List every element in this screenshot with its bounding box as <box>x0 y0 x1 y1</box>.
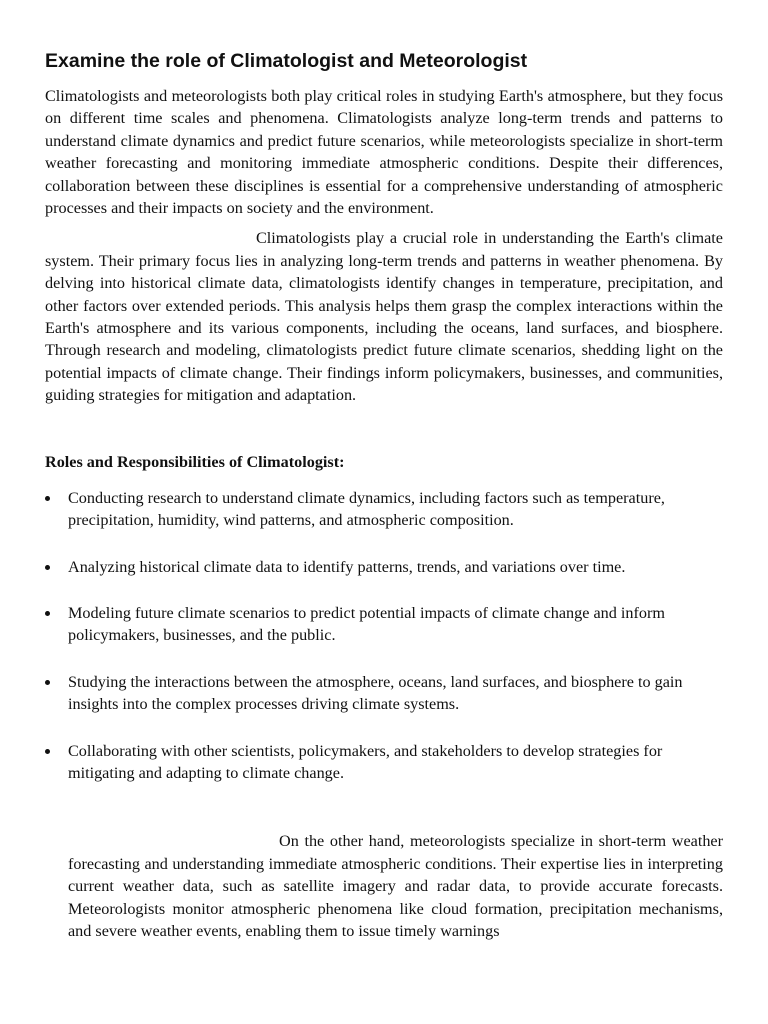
document-page <box>45 48 723 942</box>
bullet-icon <box>45 749 50 754</box>
list-item <box>45 671 723 716</box>
bullet-icon <box>45 565 50 570</box>
list-item-text: Analyzing historical climate data to identify patterns, trends, and variations over time. <box>68 557 626 576</box>
bullet-icon <box>45 680 50 685</box>
intro-paragraph: Climatologists and meteorologists both play critical roles in studying Earth's atmosphere, but they focus on different time scales and phenomena. Climatologists analyze long-term trends and patterns to understand climate dynamics and predict future scenarios, while meteorologists specialize in short-term weather forecasting and monitoring immediate atmospheric conditions. Despite their differences, collaboration between these disciplines is essential for a comprehensive understanding of atmospheric processes and their impacts on society and the environment. <box>45 87 723 218</box>
list-item-text: Modeling future climate scenarios to predict potential impacts of climate change and inform policymakers, businesses, and the public. <box>68 603 665 645</box>
bullet-icon <box>45 496 50 501</box>
document-title: Examine the role of Climatologist and Meteorologist <box>45 50 528 72</box>
roles-list <box>45 487 723 785</box>
list-item <box>45 740 723 785</box>
meteorologist-paragraph: On the other hand, meteorologists specialize in short-term weather forecasting and understanding immediate atmospheric conditions. Their expertise lies in interpreting current weather data, such as satellite imagery and radar data, to provide accurate forecasts. Meteorologists monitor atmospheric phenomena like cloud formation, precipitation mechanisms, and severe weather events, enabling them to issue timely warnings <box>68 832 723 940</box>
list-item <box>45 556 723 578</box>
list-item-text: Collaborating with other scientists, policymakers, and stakeholders to develop strategies for mitigating and adapting to climate change. <box>68 741 663 782</box>
bullet-icon <box>45 611 50 616</box>
roles-heading: Roles and Responsibilities of Climatologist: <box>45 452 345 471</box>
list-item-text: Conducting research to understand climate dynamics, including factors such as temperature, precipitation, humidity, wind patterns, and atmospheric composition. <box>68 488 665 530</box>
climatologist-paragraph: Climatologists play a crucial role in understanding the Earth's climate system. Their primary focus lies in analyzing long-term trends and patterns in weather phenomena. By delving into historical climate data, climatologists identify changes in temperature, precipitation, and other factors over extended periods. This analysis helps them grasp the complex interactions within the Earth's atmosphere and its various components, including the oceans, land surfaces, and biosphere. Through research and modeling, climatologists predict future climate scenarios, shedding light on the potential impacts of climate change. Their findings inform policymakers, businesses, and communities, guiding strategies for mitigation and adaptation. <box>45 229 723 405</box>
list-item <box>45 602 723 647</box>
list-item-text: Studying the interactions between the atmosphere, oceans, land surfaces, and biosphere to gain insights into the complex processes driving climate systems. <box>68 672 683 714</box>
list-item <box>45 487 723 532</box>
